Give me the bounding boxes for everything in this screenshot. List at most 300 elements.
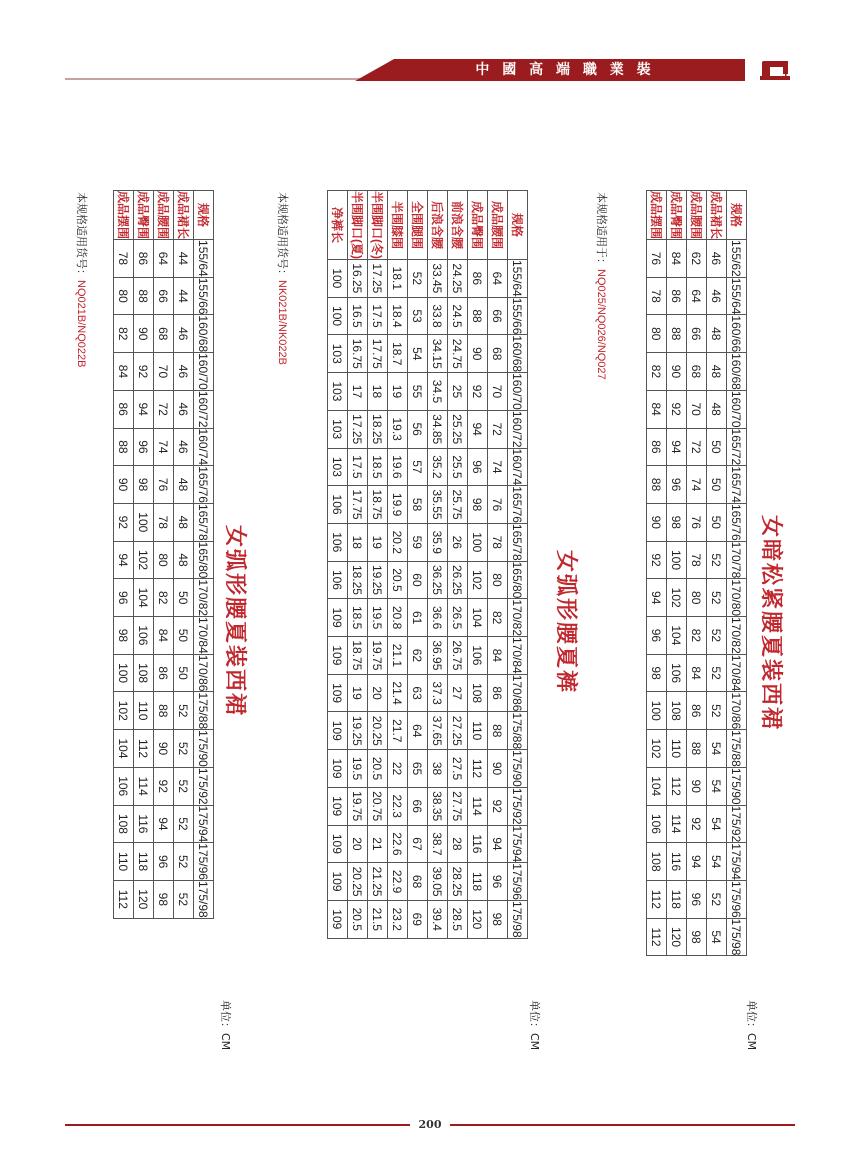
table-cell: 100 [667, 541, 687, 579]
table-cell: 54 [707, 730, 727, 768]
table-cell: 18.75 [348, 637, 368, 675]
table-cell: 110 [667, 730, 687, 768]
table-cell: 64 [408, 712, 428, 750]
table-cell: 18.5 [348, 599, 368, 637]
size-cell: 175/92 [194, 767, 214, 805]
table-cell: 18.25 [348, 561, 368, 599]
applicable-note-3 [74, 192, 90, 367]
note-prefix: 本规格适用货号： [75, 192, 87, 280]
table-cell: 19 [388, 373, 408, 411]
table-cell: 94 [488, 825, 508, 863]
table-cell: 92 [488, 787, 508, 825]
table-cell: 35.55 [428, 486, 448, 524]
table-cell: 94 [114, 541, 134, 579]
table-cell: 55 [408, 373, 428, 411]
row-label: 半围脚口(夏) [348, 191, 368, 260]
size-cell: 165/76 [194, 466, 214, 504]
table-cell: 27.25 [448, 712, 468, 750]
table-cell: 78 [488, 523, 508, 561]
size-cell: 160/66 [727, 315, 747, 353]
table-cell: 104 [667, 617, 687, 655]
table-cell: 92 [687, 805, 707, 843]
table-cell: 52 [174, 843, 194, 881]
table-cell: 61 [408, 599, 428, 637]
table-cell: 36.6 [428, 599, 448, 637]
table-cell: 38.35 [428, 787, 448, 825]
row-label: 半围脚口(冬) [368, 191, 388, 260]
size-cell: 170/86 [508, 674, 528, 712]
table-cell: 90 [154, 730, 174, 768]
table-row [687, 191, 707, 956]
table-cell: 72 [687, 428, 707, 466]
size-cell: 160/72 [194, 390, 214, 428]
table-cell: 48 [174, 503, 194, 541]
table-cell: 37.3 [428, 674, 448, 712]
row-label: 成品腰围 [488, 191, 508, 260]
table-cell: 68 [408, 863, 428, 901]
sewing-machine-icon [758, 58, 792, 82]
size-cell: 175/98 [194, 880, 214, 918]
table-cell: 103 [328, 373, 348, 411]
table-cell: 52 [174, 880, 194, 918]
table-cell: 86 [154, 654, 174, 692]
table-cell: 90 [647, 503, 667, 541]
table-cell: 66 [488, 297, 508, 335]
table-cell: 88 [647, 466, 667, 504]
table-cell: 86 [667, 277, 687, 315]
table-cell: 20.5 [388, 561, 408, 599]
table-cell: 98 [154, 880, 174, 918]
table-cell: 50 [707, 466, 727, 504]
table-cell: 96 [114, 579, 134, 617]
table-cell: 92 [647, 541, 667, 579]
size-cell: 175/88 [508, 712, 528, 750]
table-cell: 98 [468, 486, 488, 524]
table-cell: 44 [174, 240, 194, 278]
size-cell: 175/88 [727, 730, 747, 768]
table-cell: 46 [174, 390, 194, 428]
table-cell: 48 [707, 390, 727, 428]
unit-label-3: 单位：CM [219, 1000, 232, 1051]
table-cell: 27.75 [448, 787, 468, 825]
table-cell: 108 [667, 692, 687, 730]
table-cell: 106 [647, 805, 667, 843]
size-cell: 155/64 [194, 240, 214, 278]
table-row [134, 191, 154, 919]
table-cell: 22.9 [388, 863, 408, 901]
table-cell: 94 [468, 410, 488, 448]
size-cell: 170/82 [727, 617, 747, 655]
table-row [114, 191, 134, 919]
table-cell: 84 [667, 240, 687, 278]
table-row [328, 191, 348, 939]
size-cell: 175/96 [194, 843, 214, 881]
table-cell: 17.25 [368, 260, 388, 298]
table-cell: 20 [368, 674, 388, 712]
size-cell: 175/96 [508, 863, 528, 901]
row-label: 前浪含腰 [448, 191, 468, 260]
table-cell: 52 [174, 730, 194, 768]
table-cell: 19.5 [348, 750, 368, 788]
table-cell: 52 [408, 260, 428, 298]
table-cell: 109 [328, 825, 348, 863]
table-cell: 96 [154, 843, 174, 881]
table-cell: 102 [647, 730, 667, 768]
table-title-2: 女弧形腰夏裤 [553, 550, 578, 695]
table-cell: 76 [687, 503, 707, 541]
size-cell: 160/74 [194, 428, 214, 466]
table-cell: 106 [328, 486, 348, 524]
table-cell: 109 [328, 712, 348, 750]
table-cell: 86 [647, 428, 667, 466]
table-cell: 88 [154, 692, 174, 730]
table-row [707, 191, 727, 956]
size-cell: 160/70 [508, 373, 528, 411]
table-cell: 20.25 [368, 712, 388, 750]
table-cell: 112 [134, 730, 154, 768]
table-cell: 26.5 [448, 599, 468, 637]
table-cell: 22.3 [388, 787, 408, 825]
table-cell: 80 [647, 315, 667, 353]
table-cell: 20.25 [348, 863, 368, 901]
table-cell: 28 [448, 825, 468, 863]
size-cell: 175/96 [727, 880, 747, 918]
table-cell: 109 [328, 787, 348, 825]
table-cell: 102 [468, 561, 488, 599]
size-cell: 175/90 [194, 730, 214, 768]
table-row [468, 191, 488, 939]
table-cell: 22 [388, 750, 408, 788]
row-label: 全围腿围 [408, 191, 428, 260]
table-cell: 118 [134, 843, 154, 881]
table-cell: 19.25 [348, 712, 368, 750]
table-cell: 103 [328, 410, 348, 448]
table-cell: 25.75 [448, 486, 468, 524]
skirt-spec-table-2 [113, 190, 214, 919]
row-label: 成品裙长 [174, 191, 194, 240]
table-cell: 46 [707, 277, 727, 315]
table-cell: 46 [174, 353, 194, 391]
table-cell: 88 [114, 428, 134, 466]
table-cell: 66 [408, 787, 428, 825]
table-cell: 102 [667, 579, 687, 617]
table-cell: 70 [154, 353, 174, 391]
table-cell: 114 [667, 805, 687, 843]
table-row [488, 191, 508, 939]
size-cell: 175/92 [508, 787, 528, 825]
table-cell: 120 [667, 918, 687, 956]
table-cell: 20.75 [368, 787, 388, 825]
table-cell: 110 [468, 712, 488, 750]
table-cell: 46 [174, 428, 194, 466]
table-cell: 120 [468, 900, 488, 938]
size-cell: 170/84 [508, 637, 528, 675]
table-cell: 23.2 [388, 900, 408, 938]
table-cell: 54 [707, 805, 727, 843]
table-cell: 38 [428, 750, 448, 788]
table-cell: 17.75 [348, 486, 368, 524]
table-cell: 21.25 [368, 863, 388, 901]
table-cell: 50 [174, 654, 194, 692]
size-cell: 160/68 [194, 315, 214, 353]
table-cell: 112 [468, 750, 488, 788]
table-cell: 46 [174, 315, 194, 353]
note-prefix: 本规格适用于： [595, 192, 607, 269]
table-cell: 68 [154, 315, 174, 353]
table-cell: 103 [328, 335, 348, 373]
table-cell: 48 [707, 315, 727, 353]
table-cell: 78 [114, 240, 134, 278]
size-cell: 175/92 [727, 805, 747, 843]
table-cell: 88 [488, 712, 508, 750]
note-codes: NK021B/NK022B [276, 280, 288, 365]
header-title: 中 國 高 端 職 業 裝 [475, 62, 655, 78]
table-cell: 96 [488, 863, 508, 901]
size-cell: 165/72 [727, 428, 747, 466]
table-cell: 57 [408, 448, 428, 486]
size-cell: 165/80 [194, 541, 214, 579]
row-label: 成品臀围 [667, 191, 687, 240]
table-cell: 58 [408, 486, 428, 524]
row-label: 成品摆围 [114, 191, 134, 240]
table-cell: 76 [488, 486, 508, 524]
size-cell: 175/90 [508, 750, 528, 788]
spec-table-2 [327, 190, 528, 939]
size-cell: 170/82 [194, 579, 214, 617]
table-cell: 68 [488, 335, 508, 373]
table-cell: 120 [134, 880, 154, 918]
table-cell: 59 [408, 523, 428, 561]
table-cell: 84 [488, 637, 508, 675]
size-cell: 175/98 [508, 900, 528, 938]
size-cell: 175/94 [727, 843, 747, 881]
table-cell: 25 [448, 373, 468, 411]
table-cell: 86 [114, 390, 134, 428]
table-cell: 52 [707, 617, 727, 655]
table-cell: 36.25 [428, 561, 448, 599]
size-cell: 175/88 [194, 692, 214, 730]
table-cell: 74 [154, 428, 174, 466]
table-cell: 78 [647, 277, 667, 315]
table-cell: 118 [667, 880, 687, 918]
table-cell: 106 [134, 617, 154, 655]
size-cell: 155/66 [194, 277, 214, 315]
table-cell: 116 [468, 825, 488, 863]
header-label: 规格 [727, 191, 747, 240]
table-cell: 72 [154, 390, 174, 428]
row-label: 半围膝围 [388, 191, 408, 260]
table-cell: 103 [328, 448, 348, 486]
table-cell: 33.45 [428, 260, 448, 298]
table-cell: 50 [174, 617, 194, 655]
table-cell: 17.25 [348, 410, 368, 448]
table-cell: 100 [328, 260, 348, 298]
table-cell: 90 [468, 335, 488, 373]
spec-table-1 [646, 190, 747, 956]
size-cell: 165/74 [727, 466, 747, 504]
size-header-row [727, 191, 747, 956]
table-cell: 36.95 [428, 637, 448, 675]
applicable-note-1 [594, 192, 610, 380]
size-cell: 160/74 [508, 448, 528, 486]
table-cell: 88 [468, 297, 488, 335]
table-cell: 92 [468, 373, 488, 411]
table-cell: 98 [647, 654, 667, 692]
table-cell: 118 [468, 863, 488, 901]
table-cell: 92 [134, 353, 154, 391]
table-cell: 110 [114, 843, 134, 881]
table-cell: 70 [488, 373, 508, 411]
row-label: 成品腰围 [687, 191, 707, 240]
table-cell: 86 [468, 260, 488, 298]
table-cell: 82 [154, 579, 174, 617]
table-cell: 19 [348, 674, 368, 712]
table-cell: 34.5 [428, 373, 448, 411]
table-cell: 16.25 [348, 260, 368, 298]
table-cell: 67 [408, 825, 428, 863]
table-row [448, 191, 468, 939]
table-cell: 78 [154, 503, 174, 541]
table-cell: 54 [707, 767, 727, 805]
table-cell: 46 [707, 240, 727, 278]
table-cell: 17.5 [348, 448, 368, 486]
size-cell: 160/68 [727, 353, 747, 391]
table-cell: 62 [408, 637, 428, 675]
table-cell: 26.25 [448, 561, 468, 599]
table-row [647, 191, 667, 956]
row-label: 成品裙长 [707, 191, 727, 240]
table-cell: 25.25 [448, 410, 468, 448]
table-cell: 94 [134, 390, 154, 428]
table-cell: 64 [687, 277, 707, 315]
table-cell: 76 [647, 240, 667, 278]
table-cell: 17.75 [368, 335, 388, 373]
table-cell: 98 [134, 466, 154, 504]
table-cell: 52 [174, 692, 194, 730]
table-row [368, 191, 388, 939]
table-row [408, 191, 428, 939]
table-cell: 80 [154, 541, 174, 579]
table-cell: 86 [134, 240, 154, 278]
table-cell: 116 [134, 805, 154, 843]
table-cell: 74 [488, 448, 508, 486]
table-cell: 94 [687, 843, 707, 881]
table-cell: 19.6 [388, 448, 408, 486]
table-cell: 100 [114, 654, 134, 692]
table-cell: 78 [687, 541, 707, 579]
table-cell: 17.5 [368, 297, 388, 335]
table-cell: 66 [687, 315, 707, 353]
table-cell: 54 [408, 335, 428, 373]
table-cell: 64 [488, 260, 508, 298]
table-cell: 80 [687, 579, 707, 617]
table-cell: 74 [687, 466, 707, 504]
size-cell: 170/86 [727, 692, 747, 730]
table-cell: 109 [328, 750, 348, 788]
table-cell: 109 [328, 863, 348, 901]
unit-label-1: 单位：CM [745, 1000, 758, 1051]
size-cell: 160/70 [194, 353, 214, 391]
row-label: 后浪含腰 [428, 191, 448, 260]
table-cell: 72 [488, 410, 508, 448]
applicable-note-2 [275, 192, 291, 365]
size-cell: 165/78 [508, 523, 528, 561]
spec-table-3 [113, 190, 214, 919]
table-cell: 19 [368, 523, 388, 561]
table-cell: 26 [448, 523, 468, 561]
size-cell: 165/76 [727, 503, 747, 541]
table-cell: 90 [114, 466, 134, 504]
table-cell: 19.9 [388, 486, 408, 524]
table-cell: 108 [114, 805, 134, 843]
table-cell: 112 [114, 880, 134, 918]
table-cell: 76 [154, 466, 174, 504]
table-cell: 86 [488, 674, 508, 712]
table-cell: 39.05 [428, 863, 448, 901]
table-cell: 88 [687, 730, 707, 768]
size-cell: 170/80 [727, 579, 747, 617]
table-cell: 84 [687, 654, 707, 692]
table-cell: 98 [114, 617, 134, 655]
size-cell: 165/78 [194, 503, 214, 541]
table-cell: 106 [328, 561, 348, 599]
table-cell: 90 [488, 750, 508, 788]
size-cell: 160/70 [727, 390, 747, 428]
table-cell: 92 [114, 503, 134, 541]
table-cell: 34.15 [428, 335, 448, 373]
table-cell: 24.75 [448, 335, 468, 373]
table-cell: 80 [114, 277, 134, 315]
table-cell: 53 [408, 297, 428, 335]
table-cell: 110 [134, 692, 154, 730]
table-cell: 48 [174, 466, 194, 504]
table-cell: 48 [707, 353, 727, 391]
size-cell: 155/64 [508, 260, 528, 298]
row-label: 成品摆围 [647, 191, 667, 240]
size-cell: 165/76 [508, 486, 528, 524]
table-cell: 104 [647, 767, 667, 805]
size-cell: 160/72 [508, 410, 528, 448]
table-cell: 19.75 [368, 637, 388, 675]
table-cell: 52 [707, 654, 727, 692]
table-cell: 108 [468, 674, 488, 712]
table-cell: 96 [667, 466, 687, 504]
table-cell: 18 [348, 523, 368, 561]
table-cell: 19.75 [348, 787, 368, 825]
size-cell: 175/98 [727, 918, 747, 956]
table-cell: 17 [348, 373, 368, 411]
table-cell: 100 [468, 523, 488, 561]
table-cell: 52 [174, 767, 194, 805]
table-cell: 106 [468, 637, 488, 675]
table-cell: 88 [667, 315, 687, 353]
table-cell: 52 [707, 880, 727, 918]
table-cell: 56 [408, 410, 428, 448]
table-cell: 33.8 [428, 297, 448, 335]
table-cell: 70 [687, 390, 707, 428]
note-prefix: 本规格适用货号： [276, 192, 288, 280]
table-row [388, 191, 408, 939]
table-cell: 21.4 [388, 674, 408, 712]
table-cell: 39.4 [428, 900, 448, 938]
table-cell: 100 [134, 503, 154, 541]
size-cell: 165/80 [508, 561, 528, 599]
table-cell: 18.1 [388, 260, 408, 298]
skirt-spec-table [646, 190, 747, 956]
size-cell: 155/62 [727, 240, 747, 278]
table-cell: 24.25 [448, 260, 468, 298]
table-row [428, 191, 448, 939]
